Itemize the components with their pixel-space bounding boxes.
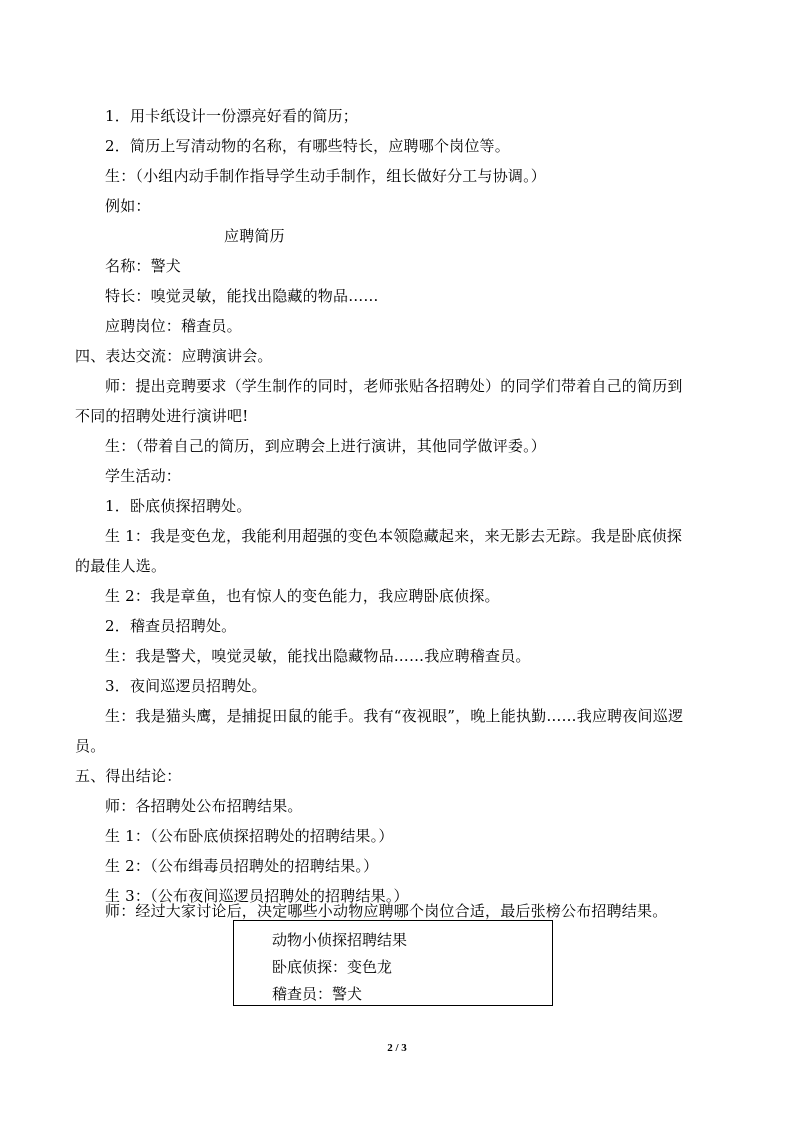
result-box-title: 动物小侦探招聘结果	[272, 931, 408, 949]
student-1-speech: 生 1：我是变色龙，我能利用超强的变色本领隐藏起来，来无影去无踪。我是卧底侦探	[105, 527, 683, 545]
result-box-item-inspector: 稽查员：警犬	[272, 985, 363, 1003]
section-5-heading: 五、得出结论：	[75, 767, 182, 785]
step-2: 2．简历上写清动物的名称，有哪些特长，应聘哪个岗位等。	[105, 137, 510, 155]
example-label: 例如：	[105, 197, 151, 215]
result-box	[233, 920, 553, 1006]
teacher-line-1-cont: 不同的招聘处进行演讲吧!	[75, 407, 249, 425]
result-box-item-spy: 卧底侦探：变色龙	[272, 958, 393, 976]
step-1: 1．用卡纸设计一份漂亮好看的简历；	[105, 107, 358, 125]
student-speech-owl: 生：我是猫头鹰，是捕捉田鼠的能手。我有“夜视眼”，晚上能执勤……我应聘夜间巡逻	[105, 707, 684, 725]
activity-label: 学生活动：	[105, 467, 182, 485]
teacher-announce: 师：各招聘处公布招聘结果。	[105, 797, 303, 815]
section-4-heading: 四、表达交流：应聘演讲会。	[75, 347, 273, 365]
page-number: 2 / 3	[387, 1042, 407, 1054]
resume-title: 应聘简历	[224, 227, 285, 245]
student-line: 生：（小组内动手制作指导学生动手制作，组长做好分工与协调。）	[105, 167, 547, 185]
student-speech-dog: 生：我是警犬，嗅觉灵敏，能找出隐藏物品……我应聘稽查员。	[105, 647, 531, 665]
teacher-conclusion: 师：经过大家讨论后，决定哪些小动物应聘哪个岗位合适，最后张榜公布招聘结果。	[105, 902, 668, 920]
activity-2: 2．稽查员招聘处。	[105, 617, 237, 635]
result-1: 生 1：（公布卧底侦探招聘处的招聘结果。）	[105, 827, 394, 845]
activity-1: 1．卧底侦探招聘处。	[105, 497, 252, 515]
teacher-line-1: 师：提出竞聘要求（学生制作的同时，老师张贴各招聘处）的同学们带着自己的简历到	[105, 377, 683, 395]
student-speech-owl-cont: 员。	[75, 737, 106, 755]
resume-name: 名称：警犬	[105, 257, 182, 275]
activity-3: 3．夜间巡逻员招聘处。	[105, 677, 267, 695]
result-2: 生 2：（公布缉毒员招聘处的招聘结果。）	[105, 857, 379, 875]
student-2-speech: 生 2：我是章鱼，也有惊人的变色能力，我应聘卧底侦探。	[105, 587, 500, 605]
resume-skill: 特长：嗅觉灵敏，能找出隐藏的物品……	[105, 287, 379, 305]
student-1-speech-cont: 的最佳人选。	[75, 557, 167, 575]
resume-position: 应聘岗位：稽查员。	[105, 317, 242, 335]
result-3: 生 3：（公布夜间巡逻员招聘处的招聘结果。）	[105, 887, 409, 905]
student-line-2: 生：（带着自己的简历，到应聘会上进行演讲，其他同学做评委。）	[105, 437, 547, 455]
